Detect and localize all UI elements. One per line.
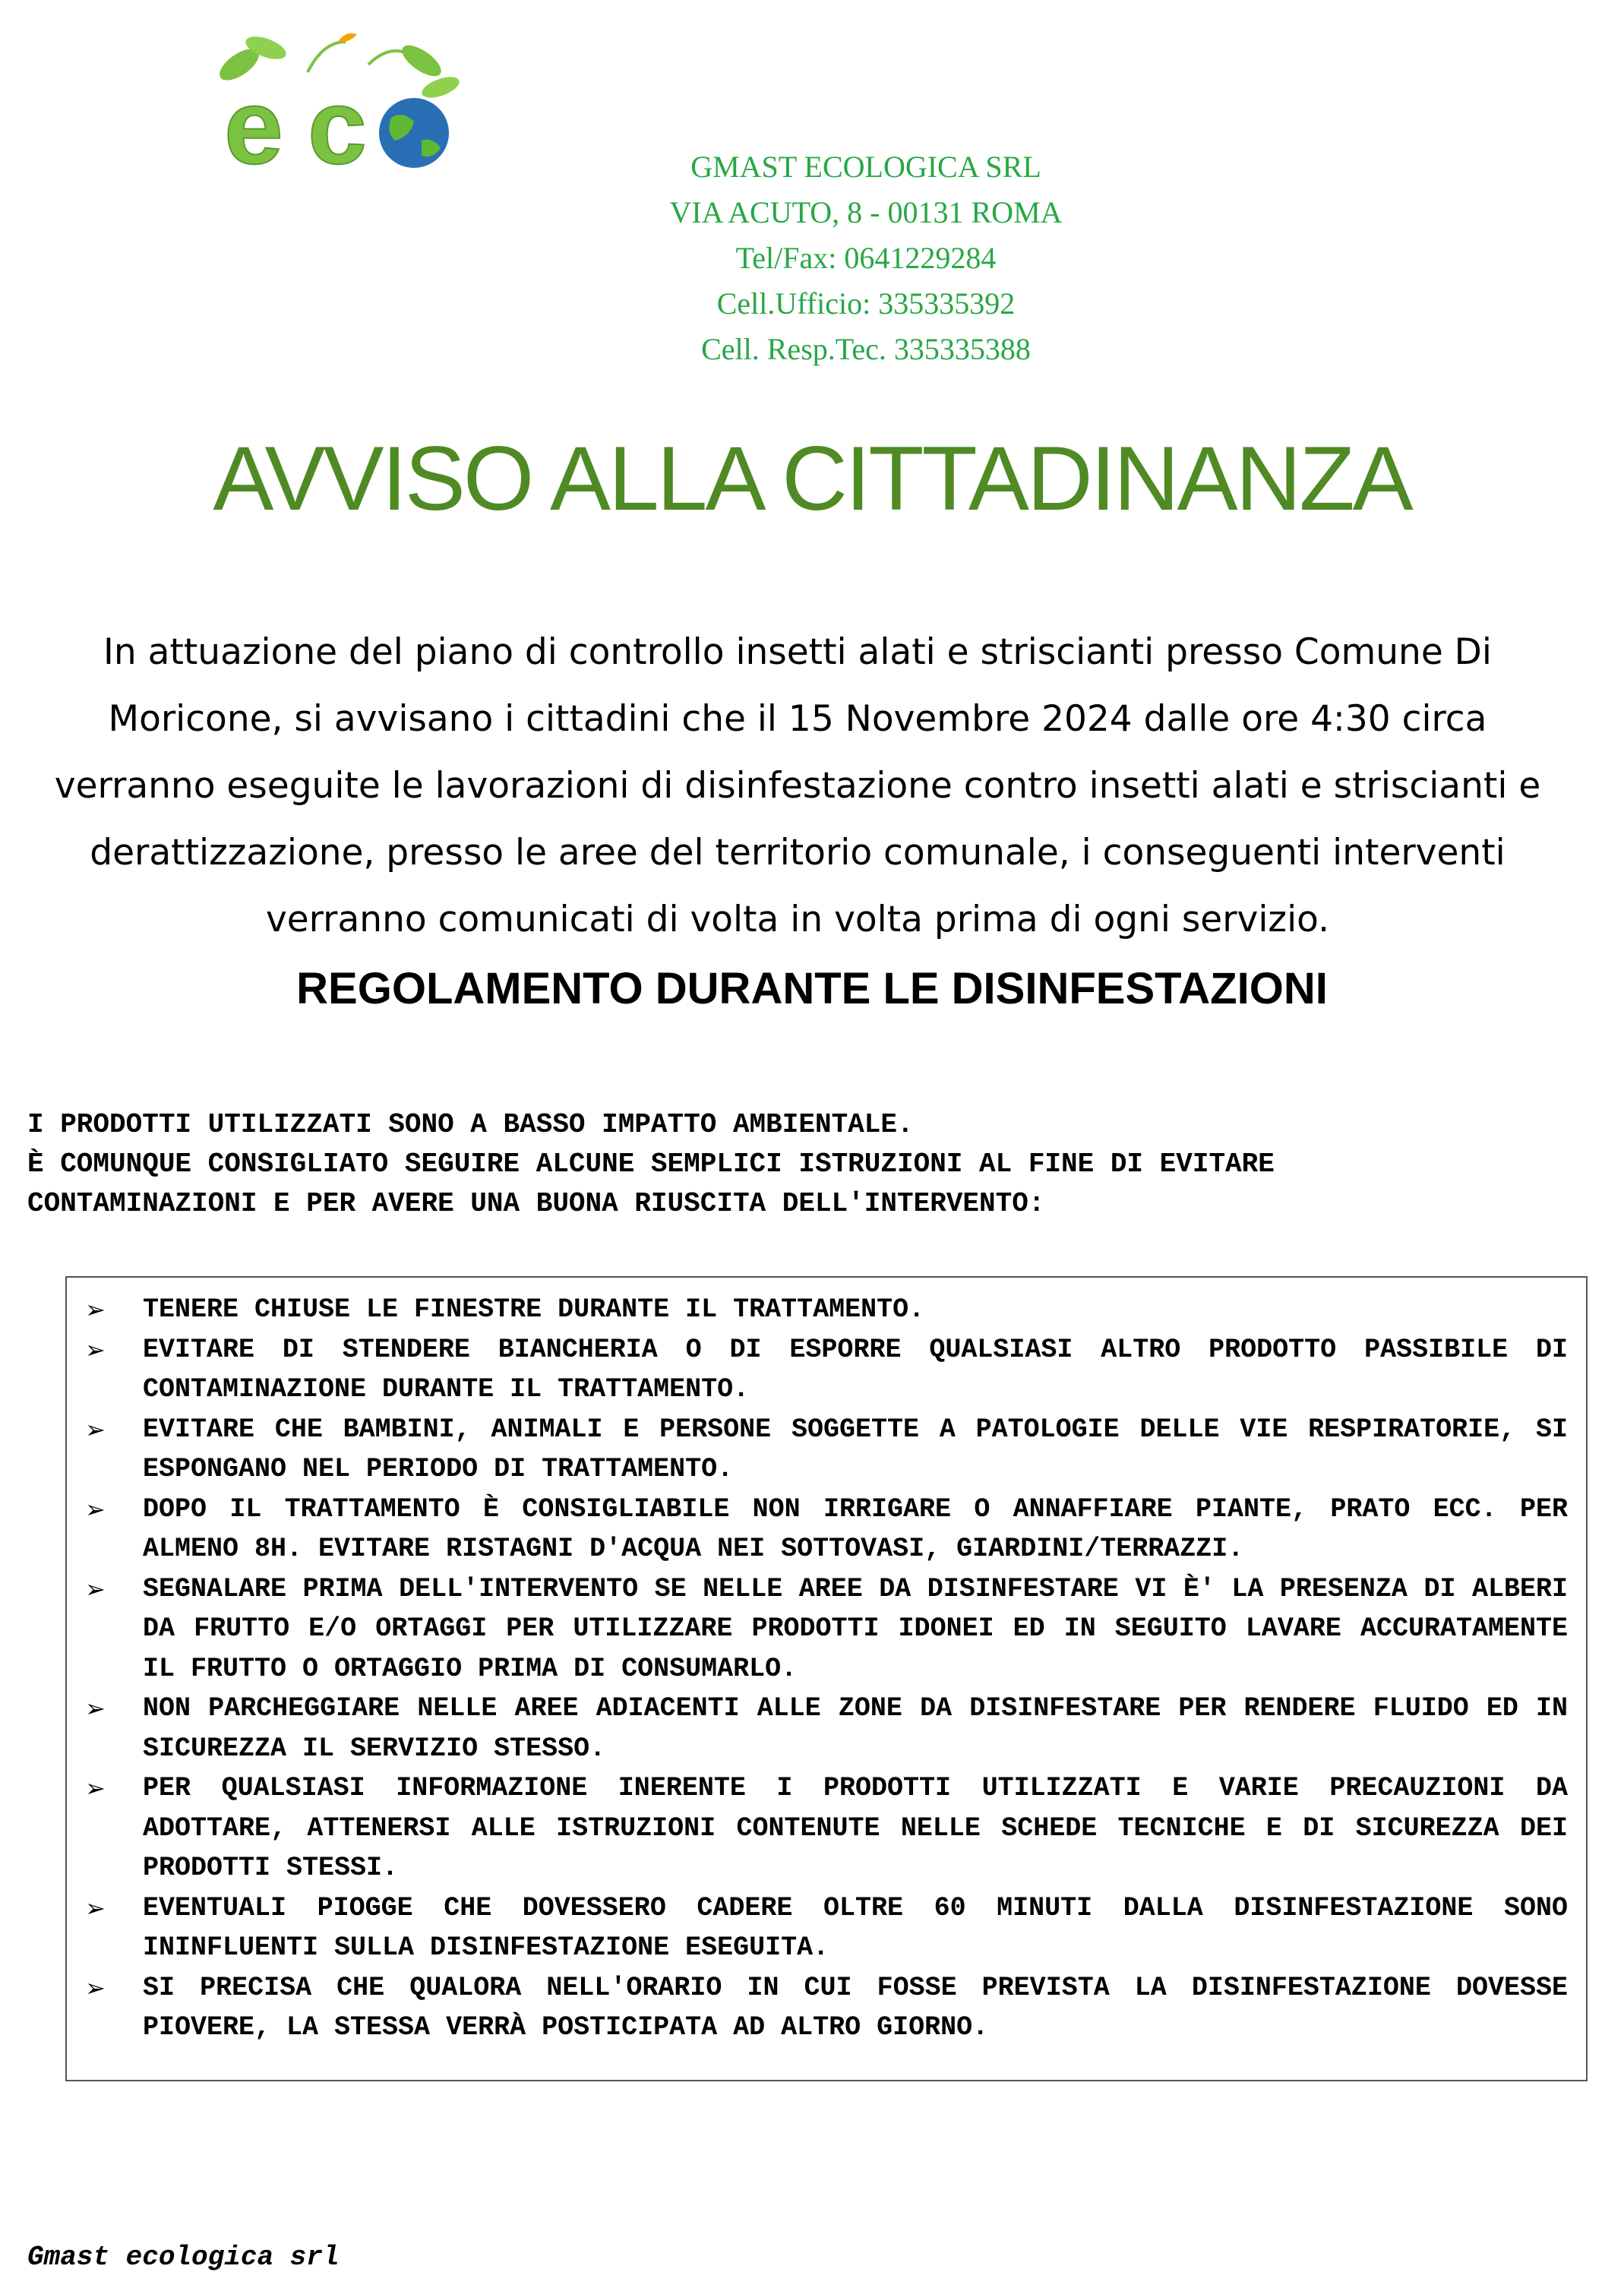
rule-text: NON PARCHEGGIARE NELLE AREE ADIACENTI ALLE ZONE DA DISINFESTARE PER RENDERE FLUIDO ED IN SICUREZZA IL SERVIZIO STESSO.: [143, 1693, 1568, 1764]
rules-heading: REGOLAMENTO DURANTE LE DISINFESTAZIONI: [296, 964, 1328, 1013]
company-address: VIA ACUTO, 8 - 00131 ROMA: [669, 195, 1063, 229]
company-tech-cell: Cell. Resp.Tec. 335335388: [701, 332, 1031, 366]
logo-letter-c: c: [308, 67, 367, 182]
rules-box: [65, 1276, 1588, 2081]
arrow-bullet-icon: ➢: [85, 1335, 106, 1364]
rule-text: DOPO IL TRATTAMENTO È CONSIGLIABILE NON IRRIGARE O ANNAFFIARE PIANTE, PRATO ECC. PER ALMENO 8H. EVITARE RISTAGNI D'ACQUA NEI SOTTOVASI, GIARDINI/TERRAZZI.: [143, 1493, 1568, 1564]
arrow-bullet-icon: ➢: [85, 1295, 106, 1324]
rule-item: [67, 1290, 1568, 1330]
arrow-bullet-icon: ➢: [85, 1494, 106, 1524]
rule-item: [67, 1689, 1568, 1768]
notice-line-1: I PRODOTTI UTILIZZATI SONO A BASSO IMPATTO AMBIENTALE.: [27, 1109, 914, 1140]
rule-item: [67, 1490, 1568, 1569]
company-office-cell: Cell.Ufficio: 335335392: [716, 286, 1016, 321]
arrow-bullet-icon: ➢: [85, 1574, 106, 1604]
eco-logo-graphic: [194, 19, 475, 182]
arrow-bullet-icon: ➢: [85, 1414, 106, 1444]
rule-text: SI PRECISA CHE QUALORA NELL'ORARIO IN CUI FOSSE PREVISTA LA DISINFESTAZIONE DOVESSE PIOVERE, LA STESSA VERRÀ POSTICIPATA AD ALTRO GIORNO.: [143, 1972, 1568, 2043]
rule-item: [67, 1569, 1568, 1689]
notice-line-3: CONTAMINAZIONI E PER AVERE UNA BUONA RIUSCITA DELL'INTERVENTO:: [27, 1188, 1045, 1219]
rule-text: EVITARE DI STENDERE BIANCHERIA O DI ESPORRE QUALSIASI ALTRO PRODOTTO PASSIBILE DI CONTAMINAZIONE DURANTE IL TRATTAMENTO.: [143, 1334, 1568, 1405]
arrow-bullet-icon: ➢: [85, 1973, 106, 2002]
arrow-bullet-icon: ➢: [85, 1774, 106, 1803]
rule-text: SEGNALARE PRIMA DELL'INTERVENTO SE NELLE AREE DA DISINFESTARE VI È' LA PRESENZA DI ALBERI DA FRUTTO E/O ORTAGGI PER UTILIZZARE PRODOTTI IDONEI ED IN SEGUITO LAVARE ACCURATAMENTE IL FRUTTO O ORTAGGIO PRIMA DI CONSUMARLO.: [143, 1573, 1568, 1684]
company-telfax: Tel/Fax: 0641229284: [735, 241, 997, 275]
company-info: [577, 144, 1155, 372]
rules-list: [67, 1278, 1586, 2048]
page-title: AVVISO ALLA CITTADINANZA: [213, 428, 1411, 529]
eco-logo: [194, 19, 475, 182]
intro-paragraph: In attuazione del piano di controllo insetti alati e striscianti presso Comune Di Moricone, si avvisano i cittadini che il 15 Novembre 2024 dalle ore 4:30 circa verranno eseguite le lavorazioni di disinfestazione contro insetti alati e striscianti e derattizzazione, presso le aree del territorio comunale, i conseguenti interventi verranno comunicati di volta in volta prima di ogni servizio.: [54, 631, 1541, 940]
rule-text: EVENTUALI PIOGGE CHE DOVESSERO CADERE OLTRE 60 MINUTI DALLA DISINFESTAZIONE SONO ININFLUENTI SULLA DISINFESTAZIONE ESEGUITA.: [143, 1892, 1568, 1963]
arrow-bullet-icon: ➢: [85, 1893, 106, 1923]
rule-text: TENERE CHIUSE LE FINESTRE DURANTE IL TRATTAMENTO.: [143, 1294, 925, 1325]
company-name: GMAST ECOLOGICA SRL: [690, 150, 1041, 184]
rule-item: [67, 1888, 1568, 1968]
rule-text: EVITARE CHE BAMBINI, ANIMALI E PERSONE SOGGETTE A PATOLOGIE DELLE VIE RESPIRATORIE, SI ESPONGANO NEL PERIODO DI TRATTAMENTO.: [143, 1414, 1568, 1484]
rule-item: [67, 1330, 1568, 1410]
notice-text: [27, 1105, 1577, 1224]
logo-letter-e: e: [224, 67, 283, 182]
footer-signature: Gmast ecologica srl: [27, 2242, 340, 2273]
rule-item: [67, 1968, 1568, 2048]
rule-item: [67, 1768, 1568, 1888]
arrow-bullet-icon: ➢: [85, 1694, 106, 1723]
rule-item: [67, 1410, 1568, 1490]
notice-line-2: È COMUNQUE CONSIGLIATO SEGUIRE ALCUNE SEMPLICI ISTRUZIONI AL FINE DI EVITARE: [27, 1149, 1275, 1180]
rule-text: PER QUALSIASI INFORMAZIONE INERENTE I PRODOTTI UTILIZZATI E VARIE PRECAUZIONI DA ADOTTARE, ATTENERSI ALLE ISTRUZIONI CONTENUTE NELLE SCHEDE TECNICHE E DI SICUREZZA DEI PRODOTTI STESSI.: [143, 1773, 1568, 1883]
